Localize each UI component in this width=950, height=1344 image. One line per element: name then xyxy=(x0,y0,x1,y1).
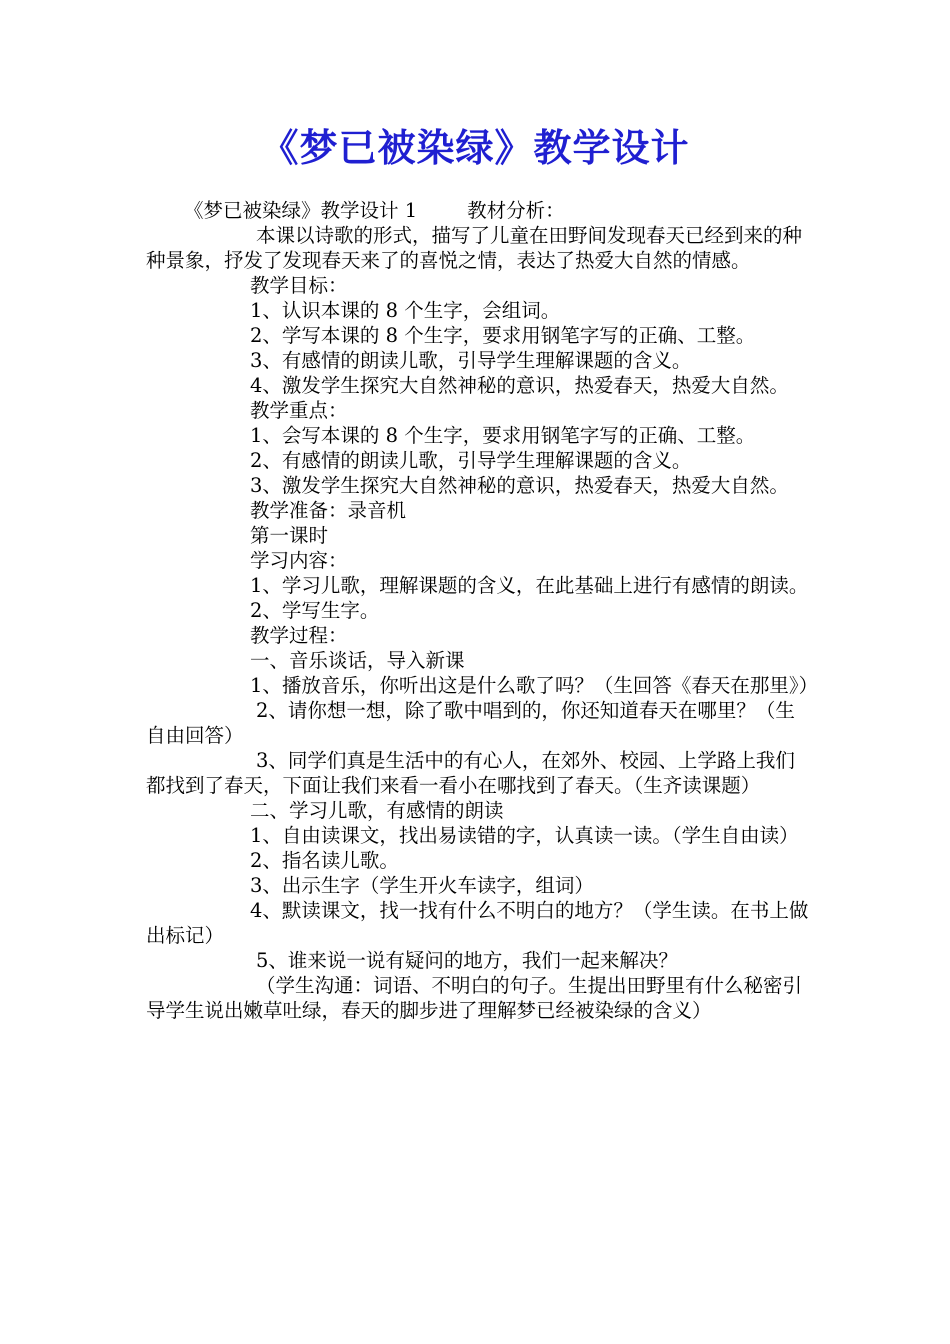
paragraph: 3、出示生字（学生开火车读字，组词） xyxy=(250,874,594,897)
paragraph: 教学重点： xyxy=(250,399,348,422)
paragraph: 一、音乐谈话，导入新课 xyxy=(250,649,465,672)
paragraph: 4、默读课文，找一找有什么不明白的地方？（学生读。在书上做出标记） xyxy=(146,899,809,947)
paragraph: 2、学写本课的 8 个生字，要求用钢笔字写的正确、工整。 xyxy=(250,324,756,347)
paragraph: 2、指名读儿歌。 xyxy=(250,849,399,872)
paragraph: 二、学习儿歌，有感情的朗读 xyxy=(250,799,504,822)
paragraph: 教学过程： xyxy=(250,624,348,647)
paragraph: 3、激发学生探究大自然神秘的意识，热爱春天，热爱大自然。 xyxy=(250,474,789,497)
document-title: 《梦已被染绿》教学设计 xyxy=(260,126,690,170)
paragraph: 3、同学们真是生活中的有心人，在郊外、校园、上学路上我们都找到了春天，下面让我们来看一看小在哪找到了春天。（生齐读课题） xyxy=(146,749,795,797)
paragraph: 2、有感情的朗读儿歌，引导学生理解课题的含义。 xyxy=(250,449,692,472)
document-body xyxy=(146,198,819,1023)
intro-section-label: 教材分析： xyxy=(467,199,565,222)
paragraph: 1、会写本课的 8 个生字，要求用钢笔字写的正确、工整。 xyxy=(250,424,756,447)
paragraph: 教学目标： xyxy=(250,274,348,297)
intro-heading: 《梦已被染绿》教学设计 1 xyxy=(184,199,418,222)
paragraph: 本课以诗歌的形式，描写了儿童在田野间发现春天已经到来的种种景象，抒发了发现春天来了的喜悦之情，表达了热爱大自然的情感。 xyxy=(146,224,803,272)
paragraph: （学生沟通：词语、不明白的句子。生提出田野里有什么秘密引导学生说出嫩草吐绿，春天的脚步进了理解梦已经被染绿的含义） xyxy=(146,974,803,1022)
intro-line xyxy=(146,198,810,223)
paragraph: 5、谁来说一说有疑问的地方，我们一起来解决？ xyxy=(256,949,678,972)
paragraph: 3、有感情的朗读儿歌，引导学生理解课题的含义。 xyxy=(250,349,692,372)
paragraph: 学习内容： xyxy=(250,549,348,572)
paragraph: 2、学写生字。 xyxy=(250,599,380,622)
paragraph: 2、请你想一想，除了歌中唱到的，你还知道春天在哪里？（生自由回答） xyxy=(146,699,795,747)
paragraph-list xyxy=(146,223,819,1023)
paragraph: 教学准备：录音机 xyxy=(250,499,407,522)
paragraph: 1、自由读课文，找出易读错的字，认真读一读。（学生自由读） xyxy=(250,824,799,847)
paragraph: 1、学习儿歌，理解课题的含义，在此基础上进行有感情的朗读。 xyxy=(250,574,809,597)
paragraph: 第一课时 xyxy=(250,524,329,547)
paragraph: 1、认识本课的 8 个生字，会组词。 xyxy=(250,299,561,322)
paragraph: 4、激发学生探究大自然神秘的意识，热爱春天，热爱大自然。 xyxy=(250,374,789,397)
paragraph: 1、播放音乐，你听出这是什么歌了吗？（生回答《春天在那里》） xyxy=(250,674,819,697)
